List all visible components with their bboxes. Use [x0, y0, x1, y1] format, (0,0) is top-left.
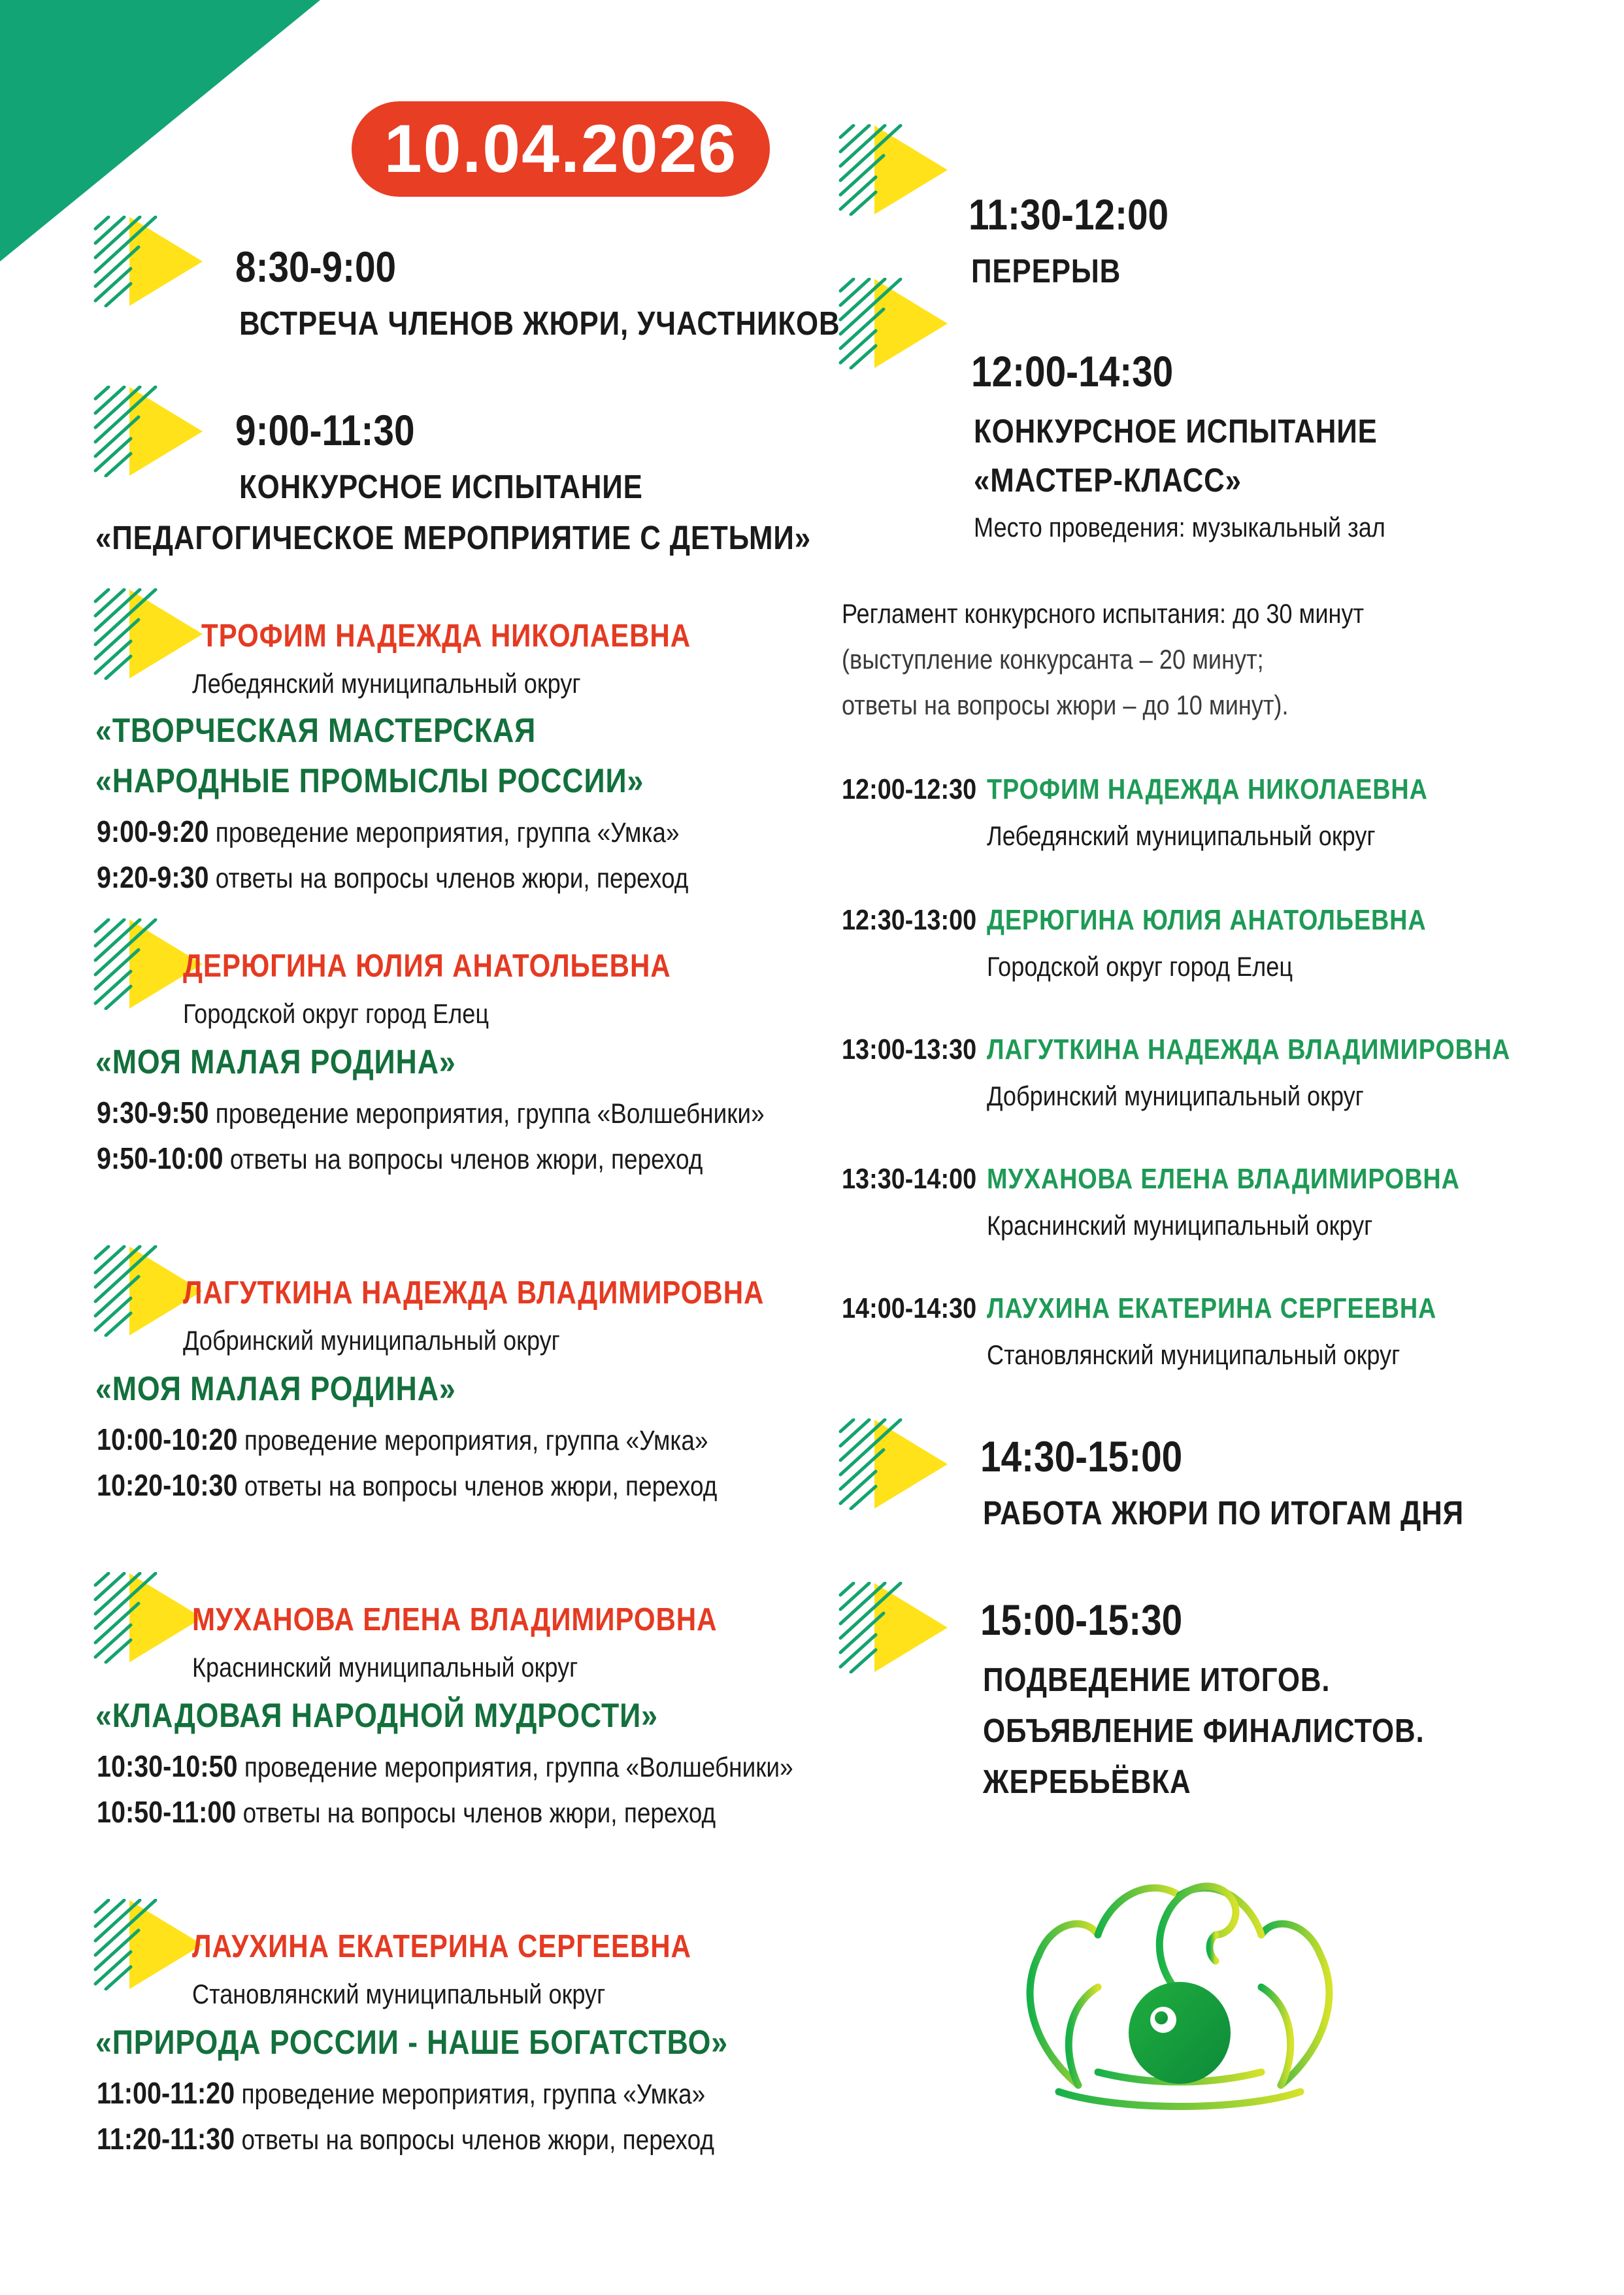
participant-1-slot-1: 9:00-9:20 проведение мероприятия, группа «Умка»	[97, 814, 680, 848]
participant-4-slot-1: 10:30-10:50 проведение мероприятия, группа «Волшебники»	[97, 1749, 793, 1783]
mk-slot-2-time: 12:30-13:00	[842, 904, 977, 936]
participant-2-slot-2: 9:50-10:00 ответы на вопросы членов жюри, переход	[97, 1141, 703, 1175]
participant-1-topic-2: «НАРОДНЫЕ ПРОМЫСЛЫ РОССИИ»	[95, 762, 644, 800]
mk-slot-5-district: Становлянский муниципальный округ	[987, 1339, 1400, 1370]
participant-5-slot-2: 11:20-11:30 ответы на вопросы членов жюри, переход	[97, 2122, 714, 2156]
break-title: ПЕРЕРЫВ	[971, 252, 1121, 290]
bullet-triangle-icon	[837, 278, 961, 369]
block2-title-1: КОНКУРСНОЕ ИСПЫТАНИЕ	[239, 468, 643, 505]
mk-slot-1-name: ТРОФИМ НАДЕЖДА НИКОЛАЕВНА	[987, 773, 1428, 805]
participant-4-slot-2: 10:50-11:00 ответы на вопросы членов жюри, переход	[97, 1795, 716, 1829]
mk-slot-4-time: 13:30-14:00	[842, 1163, 977, 1195]
bullet-triangle-icon	[91, 386, 216, 477]
master-title-1: КОНКУРСНОЕ ИСПЫТАНИЕ	[974, 412, 1378, 450]
participant-3-topic: «МОЯ МАЛАЯ РОДИНА»	[95, 1370, 456, 1408]
participant-3-slot-2: 10:20-10:30 ответы на вопросы членов жюри, переход	[97, 1468, 718, 1502]
mk-slot-3-time: 13:00-13:30	[842, 1033, 977, 1065]
participant-2-slot-1: 9:30-9:50 проведение мероприятия, группа «Волшебники»	[97, 1096, 765, 1130]
jury-time: 14:30-15:00	[980, 1432, 1183, 1481]
bullet-triangle-icon	[837, 1582, 961, 1673]
participant-5-slot-1: 11:00-11:20 проведение мероприятия, группа «Умка»	[97, 2076, 706, 2110]
mk-slot-3-name: ЛАГУТКИНА НАДЕЖДА ВЛАДИМИРОВНА	[987, 1033, 1511, 1065]
participant-4-name: МУХАНОВА ЕЛЕНА ВЛАДИМИРОВНА	[192, 1602, 718, 1637]
mk-slot-1-time: 12:00-12:30	[842, 773, 977, 805]
block1-time: 8:30-9:00	[235, 243, 397, 291]
final-time: 15:00-15:30	[980, 1596, 1183, 1644]
swan-shell-pearl-logo-icon	[1000, 1837, 1359, 2124]
mk-slot-5-time: 14:00-14:30	[842, 1292, 977, 1324]
participant-1-district: Лебедянский муниципальный округ	[192, 668, 581, 699]
final-line-3: ЖЕРЕБЬЁВКА	[983, 1763, 1191, 1800]
participant-2-name: ДЕРЮГИНА ЮЛИЯ АНАТОЛЬЕВНА	[183, 948, 671, 984]
final-line-1: ПОДВЕДЕНИЕ ИТОГОВ.	[983, 1661, 1331, 1698]
participant-4-district: Краснинский муниципальный округ	[192, 1652, 578, 1683]
participant-1-name: ТРОФИМ НАДЕЖДА НИКОЛАЕВНА	[201, 618, 691, 654]
participant-3-district: Добринский муниципальный округ	[183, 1325, 560, 1356]
bullet-triangle-icon	[837, 1418, 961, 1510]
break-time: 11:30-12:00	[969, 190, 1169, 239]
master-time: 12:00-14:30	[971, 347, 1174, 395]
block2-title-2: «ПЕДАГОГИЧЕСКОЕ МЕРОПРИЯТИЕ С ДЕТЬМИ»	[95, 519, 811, 556]
participant-1-topic-1: «ТВОРЧЕСКАЯ МАСТЕРСКАЯ	[95, 712, 537, 750]
participant-5-district: Становлянский муниципальный округ	[192, 1979, 606, 2009]
reglament-line-1: Регламент конкурсного испытания: до 30 минут	[842, 598, 1365, 629]
master-title-2: «МАСТЕР-КЛАСС»	[974, 461, 1242, 499]
master-place: Место проведения: музыкальный зал	[974, 512, 1385, 543]
bullet-triangle-icon	[837, 124, 961, 216]
participant-1-slot-2: 9:20-9:30 ответы на вопросы членов жюри, переход	[97, 860, 689, 894]
bullet-triangle-icon	[91, 588, 216, 680]
participant-3-name: ЛАГУТКИНА НАДЕЖДА ВЛАДИМИРОВНА	[183, 1275, 765, 1311]
participant-5-topic: «ПРИРОДА РОССИИ - НАШЕ БОГАТСТВО»	[95, 2024, 728, 2062]
mk-slot-3-district: Добринский муниципальный округ	[987, 1080, 1364, 1111]
reglament-line-3: ответы на вопросы жюри – до 10 минут).	[842, 690, 1289, 720]
date-badge: 10.04.2026	[352, 101, 770, 197]
bullet-triangle-icon	[91, 216, 216, 307]
block1-title: ВСТРЕЧА ЧЛЕНОВ ЖЮРИ, УЧАСТНИКОВ	[239, 305, 840, 342]
reglament-line-2: (выступление конкурсанта – 20 минут;	[842, 644, 1264, 675]
participant-5-name: ЛАУХИНА ЕКАТЕРИНА СЕРГЕЕВНА	[192, 1929, 691, 1964]
mk-slot-1-district: Лебедянский муниципальный округ	[987, 820, 1376, 851]
participant-4-topic: «КЛАДОВАЯ НАРОДНОЙ МУДРОСТИ»	[95, 1697, 658, 1735]
block2-time: 9:00-11:30	[235, 406, 415, 454]
mk-slot-5-name: ЛАУХИНА ЕКАТЕРИНА СЕРГЕЕВНА	[987, 1292, 1437, 1324]
final-line-2: ОБЪЯВЛЕНИЕ ФИНАЛИСТОВ.	[983, 1712, 1425, 1749]
mk-slot-2-district: Городской округ город Елец	[987, 951, 1293, 982]
jury-title: РАБОТА ЖЮРИ ПО ИТОГАМ ДНЯ	[983, 1494, 1465, 1532]
participant-2-district: Городской округ город Елец	[183, 998, 489, 1029]
participant-3-slot-1: 10:00-10:20 проведение мероприятия, группа «Умка»	[97, 1422, 708, 1456]
mk-slot-2-name: ДЕРЮГИНА ЮЛИЯ АНАТОЛЬЕВНА	[987, 904, 1427, 936]
mk-slot-4-district: Краснинский муниципальный округ	[987, 1210, 1373, 1241]
participant-2-topic: «МОЯ МАЛАЯ РОДИНА»	[95, 1043, 456, 1081]
mk-slot-4-name: МУХАНОВА ЕЛЕНА ВЛАДИМИРОВНА	[987, 1163, 1460, 1195]
